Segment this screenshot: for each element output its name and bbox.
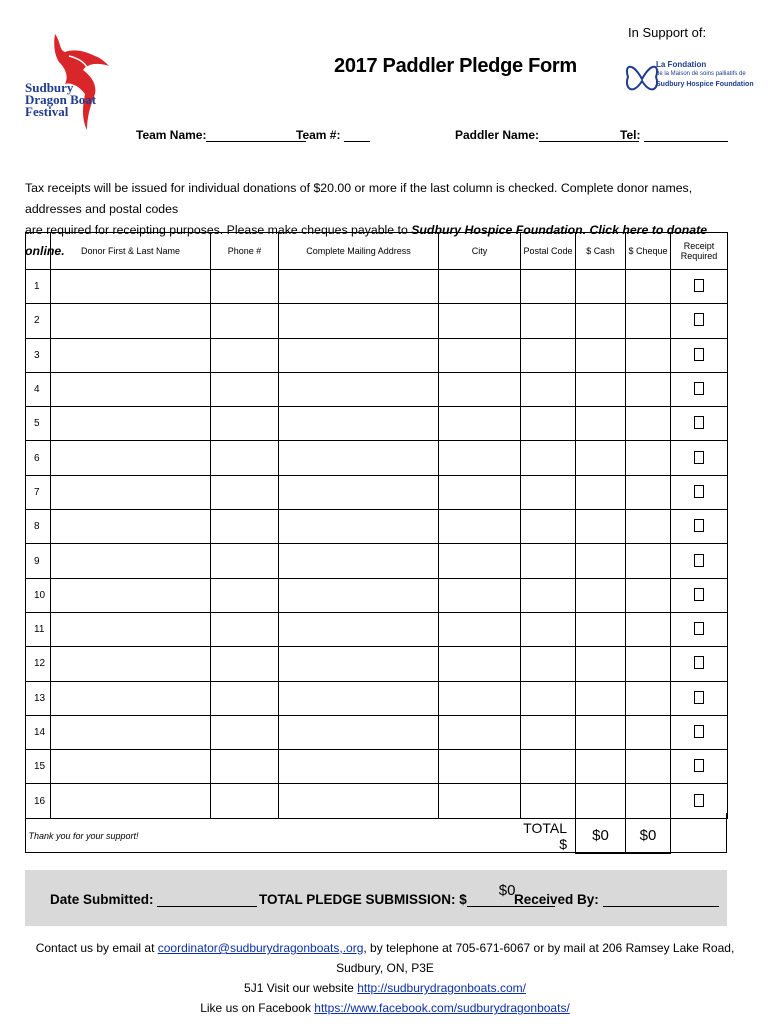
donor-name-cell[interactable] [51, 681, 211, 715]
donor-name-cell[interactable] [51, 544, 211, 578]
donor-name-cell[interactable] [51, 270, 211, 304]
city-cell[interactable] [439, 647, 521, 681]
postal-code-cell[interactable] [521, 612, 576, 646]
table-row [26, 304, 728, 338]
address-cell[interactable] [279, 647, 439, 681]
phone-cell[interactable] [211, 510, 279, 544]
cheque-cell[interactable] [626, 338, 671, 372]
total-pledge-field [259, 882, 555, 907]
row-number: 6 [26, 441, 51, 475]
contact-line-3-pre: Like us on Facebook [200, 1001, 315, 1015]
city-cell[interactable] [439, 270, 521, 304]
city-cell[interactable] [439, 544, 521, 578]
postal-code-cell[interactable] [521, 510, 576, 544]
cash-cell[interactable] [576, 475, 626, 509]
address-cell[interactable] [279, 750, 439, 784]
phone-cell[interactable] [211, 750, 279, 784]
donor-name-cell[interactable] [51, 407, 211, 441]
donor-name-cell[interactable] [51, 372, 211, 406]
received-by-label: Received By: [514, 892, 599, 907]
received-by-line[interactable] [603, 892, 719, 907]
receipt-cell [671, 715, 728, 749]
receipt-cell [671, 750, 728, 784]
postal-code-cell[interactable] [521, 304, 576, 338]
address-cell[interactable] [279, 544, 439, 578]
address-cell[interactable] [279, 681, 439, 715]
phone-cell[interactable] [211, 578, 279, 612]
thanks-text: Thank you for your support! [28, 831, 139, 841]
cash-cell[interactable] [576, 338, 626, 372]
postal-code-cell[interactable] [521, 578, 576, 612]
receipt-checkbox[interactable] [694, 485, 704, 498]
cheque-cell[interactable] [626, 475, 671, 509]
address-cell[interactable] [279, 372, 439, 406]
festival-logo [25, 32, 120, 132]
row-number: 12 [26, 647, 51, 681]
donor-name-cell[interactable] [51, 475, 211, 509]
donor-name-cell[interactable] [51, 750, 211, 784]
receipt-cell [671, 304, 728, 338]
donor-name-cell[interactable] [51, 510, 211, 544]
table-row [26, 510, 728, 544]
city-cell[interactable] [439, 750, 521, 784]
city-cell[interactable] [439, 407, 521, 441]
row-number: 11 [26, 612, 51, 646]
postal-code-cell[interactable] [521, 647, 576, 681]
intro-line-2: are required for receipting purposes. Please make cheques payable to [25, 223, 412, 237]
cash-cell[interactable] [576, 612, 626, 646]
website-link[interactable]: http://sudburydragonboats.com/ [357, 981, 526, 995]
date-submitted-line[interactable] [157, 892, 257, 907]
team-number-label: Team #: [296, 128, 341, 142]
receipt-cell [671, 612, 728, 646]
col-postal-header: Postal Code [521, 233, 576, 270]
row-number: 14 [26, 715, 51, 749]
receipt-checkbox[interactable] [694, 348, 704, 361]
cash-cell[interactable] [576, 578, 626, 612]
receipt-cell [671, 647, 728, 681]
postal-code-cell[interactable] [521, 750, 576, 784]
city-cell[interactable] [439, 578, 521, 612]
city-cell[interactable] [439, 475, 521, 509]
date-submitted-field[interactable] [50, 892, 257, 907]
phone-cell[interactable] [211, 372, 279, 406]
team-name-label: Team Name: [136, 128, 207, 142]
total-pledge-amount: $0 [498, 882, 516, 899]
table-row [26, 407, 728, 441]
city-cell[interactable] [439, 372, 521, 406]
receipt-checkbox[interactable] [694, 554, 704, 567]
postal-code-cell[interactable] [521, 441, 576, 475]
facebook-link[interactable]: https://www.facebook.com/sudburydragonboats/ [314, 1001, 570, 1015]
tel-label: Tel: [620, 128, 641, 142]
receipt-cell [671, 578, 728, 612]
table-row [26, 612, 728, 646]
postal-code-cell[interactable] [521, 372, 576, 406]
donor-name-cell[interactable] [51, 647, 211, 681]
total-cheque: $0 [626, 818, 671, 853]
donor-name-cell[interactable] [51, 715, 211, 749]
intro-line-1: Tax receipts will be issued for individual donations of $20.00 or more if the last column is checked. Complete donor names, addresses and postal codes [25, 181, 693, 216]
phone-cell[interactable] [211, 270, 279, 304]
col-num-header [26, 233, 51, 270]
row-number: 2 [26, 304, 51, 338]
receipt-checkbox[interactable] [694, 313, 704, 326]
table-row [26, 441, 728, 475]
cash-cell[interactable] [576, 681, 626, 715]
cheque-cell[interactable] [626, 304, 671, 338]
address-cell[interactable] [279, 715, 439, 749]
phone-cell[interactable] [211, 338, 279, 372]
team-name-line[interactable] [206, 129, 306, 142]
paddler-name-field[interactable] [455, 128, 639, 142]
foundation-logo [620, 55, 754, 105]
postal-code-cell[interactable] [521, 681, 576, 715]
tel-line[interactable] [644, 129, 728, 142]
col-phone-header: Phone # [211, 233, 279, 270]
address-cell[interactable] [279, 270, 439, 304]
receipt-checkbox[interactable] [694, 382, 704, 395]
donor-name-cell[interactable] [51, 578, 211, 612]
cash-cell[interactable] [576, 750, 626, 784]
cheque-cell[interactable] [626, 612, 671, 646]
donor-name-cell[interactable] [51, 441, 211, 475]
row-number: 5 [26, 407, 51, 441]
cheque-cell[interactable] [626, 441, 671, 475]
receipt-checkbox[interactable] [694, 279, 704, 292]
address-cell[interactable] [279, 510, 439, 544]
tel-field[interactable] [620, 128, 728, 142]
row-number: 16 [26, 784, 51, 818]
cash-cell[interactable] [576, 270, 626, 304]
table-row [26, 475, 728, 509]
table-row [26, 544, 728, 578]
row-number: 10 [26, 578, 51, 612]
page-title: 2017 Paddler Pledge Form [334, 55, 577, 77]
cheque-cell[interactable] [626, 750, 671, 784]
cash-cell[interactable] [576, 407, 626, 441]
cheque-cell[interactable] [626, 647, 671, 681]
city-cell[interactable] [439, 510, 521, 544]
cash-cell[interactable] [576, 510, 626, 544]
col-donor-header: Donor First & Last Name [51, 233, 211, 270]
team-number-line[interactable] [344, 129, 370, 142]
receipt-checkbox[interactable] [694, 759, 704, 772]
table-row [26, 715, 728, 749]
table-header-row [26, 233, 728, 270]
table-row [26, 647, 728, 681]
total-pledge-label: TOTAL PLEDGE SUBMISSION: $ [259, 892, 467, 907]
row-number: 13 [26, 681, 51, 715]
table-row [26, 372, 728, 406]
email-link[interactable]: coordinator@sudburydragonboats,.org [157, 941, 364, 955]
receipt-checkbox[interactable] [694, 451, 704, 464]
donate-online-link[interactable]: Sudbury Hospice Foundation. Click here to donate online. [25, 223, 708, 258]
donor-name-cell[interactable] [51, 338, 211, 372]
donor-name-cell[interactable] [51, 304, 211, 338]
row-number: 9 [26, 544, 51, 578]
cash-cell[interactable] [576, 304, 626, 338]
receipt-cell [671, 270, 728, 304]
cash-cell[interactable] [576, 715, 626, 749]
receipt-checkbox[interactable] [694, 622, 704, 635]
receipt-checkbox[interactable] [694, 519, 704, 532]
logo-line-2: Dragon Boat [25, 92, 97, 107]
cheque-cell[interactable] [626, 715, 671, 749]
foundation-line-1: La Fondation [656, 60, 707, 69]
cash-cell[interactable] [576, 544, 626, 578]
phone-cell[interactable] [211, 475, 279, 509]
row-number: 3 [26, 338, 51, 372]
phone-cell[interactable] [211, 612, 279, 646]
receipt-cell [671, 510, 728, 544]
total-cash: $0 [576, 818, 626, 853]
address-cell[interactable] [279, 578, 439, 612]
contact-line-2-pre: 5J1 Visit our website [244, 981, 358, 995]
postal-code-cell[interactable] [521, 715, 576, 749]
summary-band [25, 870, 727, 926]
table-row [26, 750, 728, 784]
postal-code-cell[interactable] [521, 407, 576, 441]
city-cell[interactable] [439, 304, 521, 338]
cheque-cell[interactable] [626, 681, 671, 715]
postal-code-cell[interactable] [521, 338, 576, 372]
receipt-checkbox[interactable] [694, 416, 704, 429]
address-cell[interactable] [279, 475, 439, 509]
paddler-name-label: Paddler Name: [455, 128, 540, 142]
receipt-cell [671, 681, 728, 715]
receipt-checkbox[interactable] [694, 588, 704, 601]
team-name-field[interactable] [136, 128, 306, 142]
contact-info [25, 938, 745, 1018]
col-cash-header: $ Cash [576, 233, 626, 270]
col-receipt-header: Receipt Required [671, 233, 728, 270]
table-row [26, 681, 728, 715]
phone-cell[interactable] [211, 407, 279, 441]
receipt-checkbox[interactable] [694, 794, 704, 807]
receipt-cell [671, 372, 728, 406]
cheque-cell[interactable] [626, 407, 671, 441]
phone-cell[interactable] [211, 544, 279, 578]
receipt-cell [671, 441, 728, 475]
receipt-cell [671, 338, 728, 372]
receipt-cell [671, 475, 728, 509]
row-number: 1 [26, 270, 51, 304]
contact-line-1-pre: Contact us by email at [35, 941, 158, 955]
receipt-checkbox[interactable] [694, 691, 704, 704]
address-cell[interactable] [279, 407, 439, 441]
cash-cell[interactable] [576, 647, 626, 681]
in-support-label: In Support of: [628, 25, 707, 40]
phone-cell[interactable] [211, 304, 279, 338]
cash-cell[interactable] [576, 372, 626, 406]
row-number: 15 [26, 750, 51, 784]
pledge-table [25, 232, 728, 854]
col-address-header: Complete Mailing Address [279, 233, 439, 270]
address-cell[interactable] [279, 441, 439, 475]
city-cell[interactable] [439, 612, 521, 646]
phone-cell[interactable] [211, 441, 279, 475]
foundation-line-3: Sudbury Hospice Foundation [656, 81, 754, 88]
foundation-line-2: de la Maison de soins palliatifs de [656, 71, 746, 77]
contact-line-1-post: , by telephone at 705-671-6067 or by mail at 206 Ramsey Lake Road, Sudbury, ON, P3E [336, 941, 735, 975]
row-number: 7 [26, 475, 51, 509]
row-number: 8 [26, 510, 51, 544]
received-by-field[interactable] [514, 892, 719, 907]
cheque-cell[interactable] [626, 372, 671, 406]
city-cell[interactable] [439, 681, 521, 715]
receipt-checkbox[interactable] [694, 725, 704, 738]
cheque-cell[interactable] [626, 510, 671, 544]
col-city-header: City [439, 233, 521, 270]
team-number-field[interactable] [296, 128, 370, 142]
donor-name-cell[interactable] [51, 612, 211, 646]
address-cell[interactable] [279, 304, 439, 338]
postal-code-cell[interactable] [521, 544, 576, 578]
date-submitted-label: Date Submitted: [50, 892, 154, 907]
city-cell[interactable] [439, 338, 521, 372]
table-row [26, 338, 728, 372]
total-label: TOTAL $ [523, 820, 567, 852]
cheque-cell[interactable] [626, 270, 671, 304]
col-cheque-header: $ Cheque [626, 233, 671, 270]
table-frame [25, 813, 727, 853]
receipt-checkbox[interactable] [694, 656, 704, 669]
receipt-cell [671, 544, 728, 578]
cheque-cell[interactable] [626, 544, 671, 578]
row-number: 4 [26, 372, 51, 406]
address-cell[interactable] [279, 612, 439, 646]
postal-code-cell[interactable] [521, 475, 576, 509]
cheque-cell[interactable] [626, 578, 671, 612]
address-cell[interactable] [279, 338, 439, 372]
city-cell[interactable] [439, 441, 521, 475]
table-row [26, 578, 728, 612]
logo-line-1: Sudbury [25, 80, 74, 95]
postal-code-cell[interactable] [521, 270, 576, 304]
table-row [26, 270, 728, 304]
phone-cell[interactable] [211, 715, 279, 749]
cash-cell[interactable] [576, 441, 626, 475]
receipt-cell [671, 407, 728, 441]
phone-cell[interactable] [211, 681, 279, 715]
logo-line-3: Festival [25, 104, 69, 119]
city-cell[interactable] [439, 715, 521, 749]
phone-cell[interactable] [211, 647, 279, 681]
